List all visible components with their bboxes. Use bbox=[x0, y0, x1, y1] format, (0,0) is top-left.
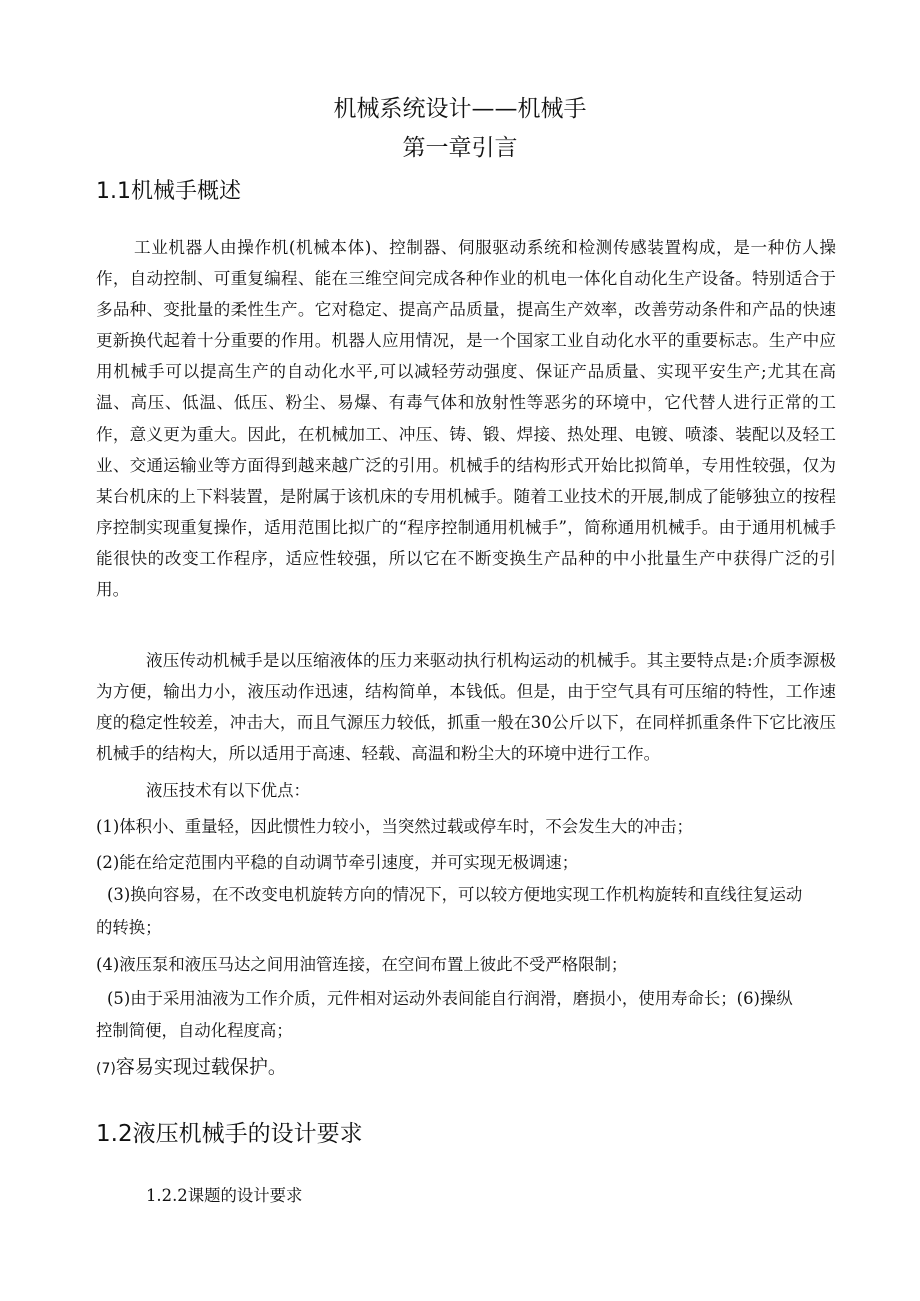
section-heading-1-1: 1.1机械手概述 bbox=[96, 179, 241, 204]
paragraph-hydraulic: 液压传动机械手是以压缩液体的压力来驱动执行机构运动的机械手。其主要特点是:介质李源极为方便，输出力小，液压动作迅速，结构简单，本钱低。但是，由于空气具有可压缩的特性，工作速度的稳定性较差，冲击大，而且气源压力较低，抓重一般在30公斤以下，在同样抓重条件下它比液压机械手的结构大，所以适用于高速、轻载、高温和粉尘大的环境中进行工作。 bbox=[96, 651, 836, 764]
chapter-title: 第一章引言 bbox=[402, 135, 518, 161]
paragraph-overview: 工业机器人由操作机(机械本体)、控制器、伺服驱动系统和检测传感装置构成，是一种仿人操作，自动控制、可重复编程、能在三维空间完成各种作业的机电一体化自动化生产设备。特别适合于多品种、变批量的柔性生产。它对稳定、提高产品质量，提高生产效率，改善劳动条件和产品的快速更新换代起着十分重要的作用。机器人应用情况，是一个国家工业自动化水平的重要标志。生产中应用机械手可以提高生产的自动化水平,可以减轻劳动强度、保证产品质量、实现平安生产;尤其在高温、高压、低温、低压、粉尘、易爆、有毒气体和放射性等恶劣的环境中，它代替人进行正常的工作，意义更为重大。因此，在机械加工、冲压、铸、锻、焊接、热处理、电镀、喷漆、装配以及轻工业、交通运输业等方面得到越来越广泛的引用。机械手的结构形式开始比拟简单，专用性较强，仅为某台机床的上下料装置，是附属于该机床的专用机械手。随着工业技术的开展,制成了能够独立的按程序控制实现重复操作，适用范围比拟广的“程序控制通用机械手”，简称通用机械手。由于通用机械手能很快的改变工作程序，适应性较强，所以它在不断变换生产品种的中小批量生产中获得广泛的引用。 bbox=[96, 238, 836, 600]
advantage-item-7-number: (7) bbox=[96, 1061, 116, 1077]
section-heading-1-2: 1.2液压机械手的设计要求 bbox=[96, 1121, 363, 1147]
advantage-item-7-text: 容易实现过载保护。 bbox=[115, 1056, 287, 1078]
advantage-item-5-line-2: 控制简便，自动化程度高； bbox=[96, 1021, 293, 1040]
advantage-item-5-line-1: (5)由于采用油液为工作介质，元件相对运动外表间能自行润滑，磨损小，使用寿命长；(6)操纵 bbox=[107, 989, 793, 1008]
advantage-item-3-line-2: 的转换； bbox=[96, 918, 162, 937]
advantage-item-2: (2)能在给定范围内平稳的自动调节牵引速度，并可实现无极调速； bbox=[96, 853, 579, 872]
advantage-item-3-line-1: (3)换向容易，在不改变电机旋转方向的情况下，可以较方便地实现工作机构旋转和直线往复运动 bbox=[107, 885, 803, 904]
subsection-heading-1-2-2: 1.2.2课题的设计要求 bbox=[146, 1186, 303, 1205]
document-title: 机械系统设计——机械手 bbox=[333, 96, 587, 122]
advantage-item-7 bbox=[96, 1052, 287, 1079]
advantage-item-4: (4)液压泵和液压马达之间用油管连接，在空间布置上彼此不受严格限制； bbox=[96, 955, 628, 974]
advantages-intro: 液压技术有以下优点： bbox=[146, 781, 310, 800]
advantage-item-1: (1)体积小、重量轻，因此惯性力较小，当突然过载或停车时，不会发生大的冲击； bbox=[96, 817, 693, 836]
